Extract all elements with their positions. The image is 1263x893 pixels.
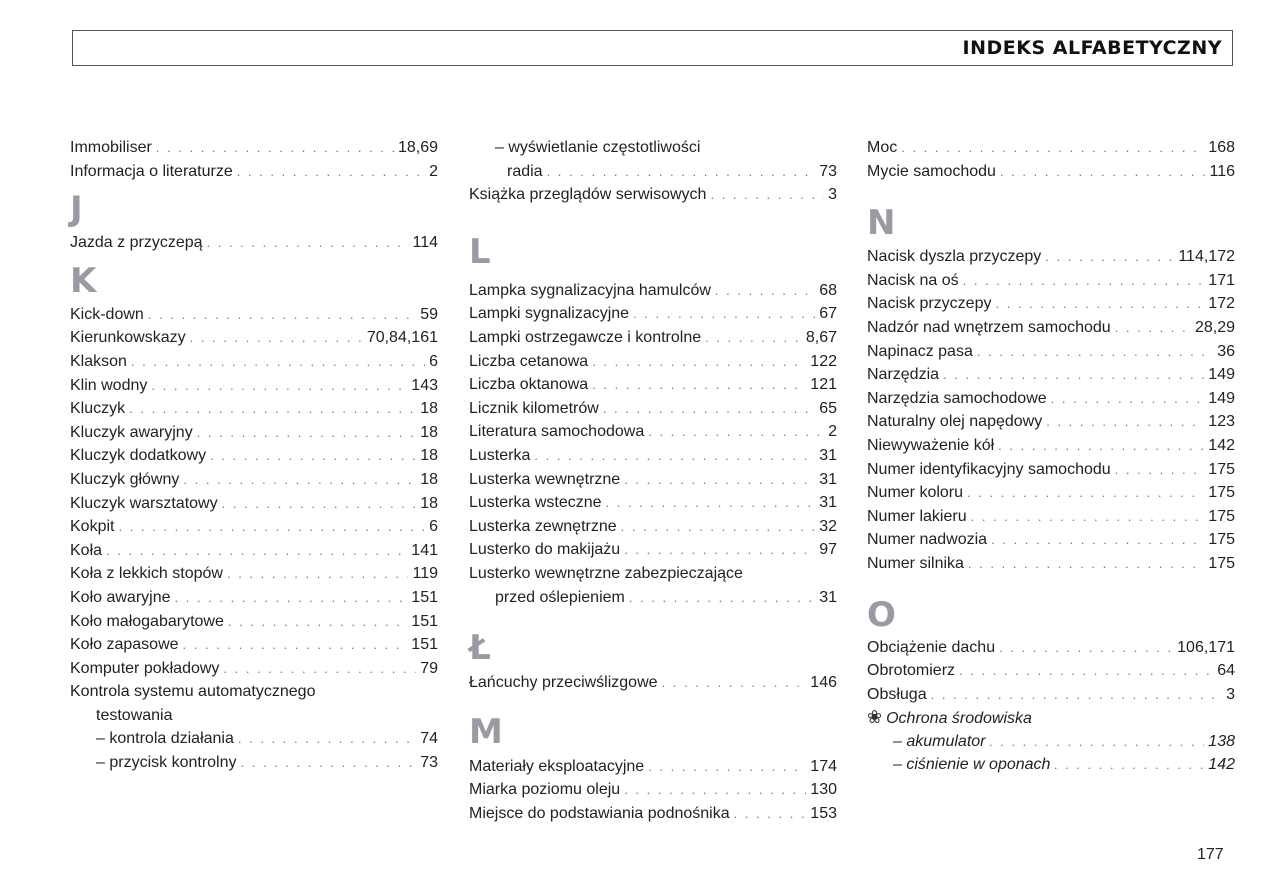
environment-flower-icon: ❀ bbox=[867, 707, 883, 728]
index-entry bbox=[70, 421, 438, 445]
entry-page: 73 bbox=[819, 162, 837, 180]
entry-label: Kick-down bbox=[70, 305, 144, 323]
leader-dots bbox=[118, 515, 425, 539]
leader-dots bbox=[606, 491, 816, 515]
index-subentry bbox=[867, 730, 1235, 754]
leader-dots bbox=[222, 492, 417, 516]
index-entry bbox=[70, 374, 438, 398]
leader-dots bbox=[624, 468, 815, 492]
index-entry bbox=[469, 802, 837, 826]
entry-page: 121 bbox=[810, 376, 837, 394]
entry-page: 149 bbox=[1208, 366, 1235, 384]
leader-dots bbox=[227, 562, 409, 586]
leader-dots bbox=[1115, 316, 1191, 340]
leader-dots bbox=[648, 755, 806, 779]
entry-label: Nacisk przyczepy bbox=[867, 295, 992, 313]
leader-dots bbox=[1000, 160, 1206, 184]
index-entry bbox=[469, 183, 837, 207]
index-entry bbox=[70, 468, 438, 492]
entry-label: Lampki sygnalizacyjne bbox=[469, 305, 630, 323]
entry-page: 151 bbox=[411, 636, 438, 654]
index-entry bbox=[70, 136, 438, 160]
index-entry bbox=[469, 397, 837, 421]
index-entry bbox=[70, 160, 438, 184]
index-entry bbox=[70, 350, 438, 374]
index-subentry bbox=[70, 727, 438, 751]
index-entry bbox=[469, 373, 837, 397]
entry-label: Ochrona środowiska bbox=[886, 710, 1032, 728]
entry-page: 18 bbox=[420, 400, 438, 418]
leader-dots bbox=[238, 727, 416, 751]
entry-label: Lusterko do makijażu bbox=[469, 541, 621, 559]
entry-label: – akumulator bbox=[893, 732, 986, 750]
entry-page: 31 bbox=[819, 494, 837, 512]
leader-dots bbox=[197, 421, 417, 445]
leader-dots bbox=[931, 683, 1223, 707]
entry-label: Komputer pokładowy bbox=[70, 659, 220, 677]
entry-page: 119 bbox=[412, 565, 438, 583]
entry-page: 153 bbox=[810, 804, 837, 822]
entry-label: Obsługa bbox=[867, 685, 927, 703]
entry-label: Narzędzia samochodowe bbox=[867, 389, 1047, 407]
entry-label: Kluczyk bbox=[70, 400, 126, 418]
leader-dots bbox=[1046, 410, 1204, 434]
index-subentry bbox=[70, 751, 438, 775]
entry-label: Koła bbox=[70, 541, 103, 559]
entry-page: 146 bbox=[810, 674, 837, 692]
entry-label: Łańcuchy przeciwślizgowe bbox=[469, 674, 658, 692]
entry-label: Obciążenie dachu bbox=[867, 638, 996, 656]
index-entry bbox=[469, 538, 837, 562]
section-letter: K bbox=[70, 260, 97, 301]
entry-label: radia bbox=[507, 162, 543, 180]
index-entry bbox=[70, 610, 438, 634]
entry-page: 3 bbox=[828, 186, 837, 204]
index-entry bbox=[70, 539, 438, 563]
entry-page: 67 bbox=[819, 305, 837, 323]
entry-label: Numer koloru bbox=[867, 484, 964, 502]
leader-dots bbox=[156, 136, 394, 160]
entry-page: 123 bbox=[1208, 413, 1235, 431]
leader-dots bbox=[998, 434, 1204, 458]
index-subentry-heading: – wyświetlanie częstotliwości bbox=[495, 139, 701, 156]
leader-dots bbox=[995, 292, 1204, 316]
leader-dots bbox=[190, 326, 363, 350]
entry-page: 32 bbox=[819, 517, 837, 535]
leader-dots bbox=[241, 751, 417, 775]
index-entry bbox=[867, 659, 1235, 683]
entry-page: 68 bbox=[819, 281, 837, 299]
index-entry bbox=[469, 468, 837, 492]
index-entry bbox=[469, 420, 837, 444]
entry-page: 36 bbox=[1217, 342, 1235, 360]
entry-page: 31 bbox=[819, 470, 837, 488]
index-entry bbox=[70, 515, 438, 539]
entry-page: 175 bbox=[1208, 460, 1235, 478]
entry-page: 174 bbox=[810, 757, 837, 775]
index-entry bbox=[867, 683, 1235, 707]
section-letter: Ł bbox=[469, 628, 491, 669]
leader-dots bbox=[624, 778, 806, 802]
entry-label: Miarka poziomu oleju bbox=[469, 781, 621, 799]
entry-page: 3 bbox=[1226, 685, 1235, 703]
leader-dots bbox=[629, 586, 815, 610]
index-entry bbox=[70, 657, 438, 681]
section-letter: J bbox=[70, 189, 83, 230]
index-entry bbox=[867, 160, 1235, 184]
leader-dots bbox=[547, 160, 816, 184]
entry-label: Koło małogabarytowe bbox=[70, 612, 224, 630]
leader-dots bbox=[1054, 753, 1204, 777]
entry-page: 59 bbox=[420, 305, 438, 323]
entry-label: Numer identyfikacyjny samochodu bbox=[867, 460, 1111, 478]
entry-page: 171 bbox=[1208, 271, 1235, 289]
leader-dots bbox=[106, 539, 407, 563]
leader-dots bbox=[901, 136, 1204, 160]
entry-label: Książka przeglądów serwisowych bbox=[469, 186, 707, 204]
entry-page: 175 bbox=[1208, 554, 1235, 572]
entry-label: Kokpit bbox=[70, 518, 115, 536]
leader-dots bbox=[131, 350, 425, 374]
leader-dots bbox=[967, 481, 1204, 505]
index-entry-heading bbox=[867, 706, 1235, 730]
index-subentry bbox=[867, 753, 1235, 777]
entry-label: Lampka sygnalizacyjna hamulców bbox=[469, 281, 711, 299]
index-column-3 bbox=[867, 136, 1235, 777]
index-entry bbox=[469, 444, 837, 468]
entry-page: 97 bbox=[819, 541, 837, 559]
entry-label: Obrotomierz bbox=[867, 662, 956, 680]
leader-dots bbox=[603, 397, 815, 421]
index-entry bbox=[867, 363, 1235, 387]
entry-label: Numer lakieru bbox=[867, 507, 967, 525]
index-entry bbox=[70, 562, 438, 586]
entry-page: 64 bbox=[1217, 662, 1235, 680]
leader-dots bbox=[592, 373, 806, 397]
entry-page: 172 bbox=[1208, 295, 1235, 313]
leader-dots bbox=[621, 515, 816, 539]
entry-label: Koło awaryjne bbox=[70, 588, 171, 606]
entry-label: Liczba cetanowa bbox=[469, 352, 589, 370]
index-entry bbox=[867, 269, 1235, 293]
entry-label: Naturalny olej napędowy bbox=[867, 413, 1043, 431]
entry-label: Materiały eksploatacyjne bbox=[469, 757, 645, 775]
entry-page: 116 bbox=[1209, 162, 1235, 180]
entry-page: 65 bbox=[819, 399, 837, 417]
entry-page: 114,172 bbox=[1178, 248, 1235, 266]
entry-label: Mycie samochodu bbox=[867, 162, 996, 180]
leader-dots bbox=[534, 444, 815, 468]
index-entry bbox=[469, 302, 837, 326]
index-entry bbox=[70, 326, 438, 350]
entry-label: Kluczyk awaryjny bbox=[70, 423, 193, 441]
entry-label: Klakson bbox=[70, 352, 127, 370]
leader-dots bbox=[648, 420, 824, 444]
leader-dots bbox=[223, 657, 416, 681]
section-letter: M bbox=[469, 711, 503, 752]
leader-dots bbox=[710, 183, 824, 207]
entry-label: Kierunkowskazy bbox=[70, 329, 186, 347]
entry-label: Narzędzia bbox=[867, 366, 940, 384]
entry-label: Klin wodny bbox=[70, 376, 148, 394]
entry-page: 151 bbox=[411, 612, 438, 630]
leader-dots bbox=[237, 160, 425, 184]
index-entry bbox=[70, 586, 438, 610]
entry-page: 79 bbox=[420, 659, 438, 677]
leader-dots bbox=[592, 350, 806, 374]
entry-label: Kluczyk dodatkowy bbox=[70, 447, 207, 465]
leader-dots bbox=[228, 610, 407, 634]
entry-label: Niewyważenie kół bbox=[867, 436, 995, 454]
index-entry bbox=[867, 387, 1235, 411]
entry-page: 151 bbox=[411, 588, 438, 606]
entry-page: 18,69 bbox=[397, 139, 438, 156]
leader-dots bbox=[210, 444, 416, 468]
leader-dots bbox=[990, 730, 1205, 754]
entry-page: 18 bbox=[420, 494, 438, 512]
index-entry-continuation bbox=[469, 586, 837, 610]
leader-dots bbox=[148, 303, 416, 327]
index-entry bbox=[867, 316, 1235, 340]
entry-page: 74 bbox=[420, 730, 438, 748]
leader-dots bbox=[624, 538, 815, 562]
index-entry-heading: Kontrola systemu automatycznego bbox=[70, 683, 316, 701]
entry-label: Moc bbox=[867, 139, 898, 156]
leader-dots bbox=[968, 552, 1204, 576]
leader-dots bbox=[963, 269, 1205, 293]
leader-dots bbox=[971, 505, 1205, 529]
leader-dots bbox=[705, 326, 802, 350]
index-entry bbox=[867, 481, 1235, 505]
entry-page: 138 bbox=[1208, 732, 1235, 750]
index-entry bbox=[867, 505, 1235, 529]
index-subentry bbox=[469, 160, 837, 184]
entry-page: 141 bbox=[411, 541, 438, 559]
index-entry bbox=[70, 397, 438, 421]
entry-label: Miejsce do podstawiania podnośnika bbox=[469, 804, 730, 822]
index-entry bbox=[867, 410, 1235, 434]
leader-dots bbox=[633, 302, 815, 326]
entry-page: 18 bbox=[420, 423, 438, 441]
entry-label: Lusterka bbox=[469, 446, 531, 464]
index-entry bbox=[867, 434, 1235, 458]
entry-label: Nadzór nad wnętrzem samochodu bbox=[867, 318, 1111, 336]
entry-page: 142 bbox=[1208, 756, 1235, 774]
index-entry-continuation: testowania bbox=[96, 706, 173, 724]
entry-label: – kontrola działania bbox=[96, 730, 234, 748]
entry-page: 6 bbox=[429, 518, 438, 536]
leader-dots bbox=[943, 363, 1204, 387]
header-box bbox=[72, 30, 1233, 66]
entry-label: Koło zapasowe bbox=[70, 636, 179, 654]
leader-dots bbox=[1051, 387, 1205, 411]
index-entry bbox=[469, 350, 837, 374]
leader-dots bbox=[151, 374, 407, 398]
entry-page: 106,171 bbox=[1177, 638, 1235, 656]
index-entry bbox=[70, 444, 438, 468]
entry-page: 130 bbox=[810, 781, 837, 799]
index-entry bbox=[867, 245, 1235, 269]
leader-dots bbox=[175, 586, 408, 610]
entry-label: Lusterka wsteczne bbox=[469, 494, 602, 512]
leader-dots bbox=[734, 802, 807, 826]
entry-label: – przycisk kontrolny bbox=[96, 754, 237, 772]
page-title: INDEKS ALFABETYCZNY bbox=[962, 37, 1222, 59]
index-entry bbox=[867, 136, 1235, 160]
index-entry bbox=[70, 633, 438, 657]
entry-label: Immobiliser bbox=[70, 139, 152, 156]
entry-page: 143 bbox=[411, 376, 438, 394]
index-entry bbox=[70, 492, 438, 516]
index-entry bbox=[867, 636, 1235, 660]
entry-page: 70,84,161 bbox=[366, 329, 438, 347]
index-column-1 bbox=[70, 136, 438, 775]
index-entry bbox=[867, 340, 1235, 364]
index-entry bbox=[70, 231, 438, 255]
index-entry bbox=[469, 755, 837, 779]
section-letter: N bbox=[867, 203, 896, 244]
entry-label: Nacisk dyszla przyczepy bbox=[867, 248, 1042, 266]
leader-dots bbox=[999, 636, 1173, 660]
entry-label: Jazda z przyczepą bbox=[70, 234, 203, 252]
entry-page: 73 bbox=[420, 754, 438, 772]
entry-label: Lampki ostrzegawcze i kontrolne bbox=[469, 328, 702, 346]
entry-page: 31 bbox=[819, 446, 837, 464]
index-entry bbox=[867, 552, 1235, 576]
entry-page: 2 bbox=[429, 162, 438, 180]
entry-page: 8,67 bbox=[805, 328, 837, 346]
index-entry bbox=[469, 491, 837, 515]
leader-dots bbox=[183, 633, 408, 657]
index-entry bbox=[70, 303, 438, 327]
entry-page: 18 bbox=[420, 447, 438, 465]
index-entry bbox=[867, 458, 1235, 482]
entry-label: Kluczyk warsztatowy bbox=[70, 494, 218, 512]
entry-page: 175 bbox=[1208, 531, 1235, 549]
leader-dots bbox=[1045, 245, 1174, 269]
entry-page: 114 bbox=[412, 234, 438, 252]
entry-label: Literatura samochodowa bbox=[469, 423, 645, 441]
entry-label: Liczba oktanowa bbox=[469, 376, 589, 394]
leader-dots bbox=[959, 659, 1213, 683]
entry-page: 142 bbox=[1208, 436, 1235, 454]
index-column-2 bbox=[469, 136, 837, 825]
leader-dots bbox=[183, 468, 416, 492]
entry-label: Napinacz pasa bbox=[867, 342, 973, 360]
entry-label: Lusterka wewnętrzne bbox=[469, 470, 621, 488]
index-entry bbox=[469, 515, 837, 539]
entry-page: 175 bbox=[1208, 507, 1235, 525]
index-entry bbox=[469, 279, 837, 303]
entry-label: – ciśnienie w oponach bbox=[893, 756, 1051, 774]
section-letter: L bbox=[469, 231, 491, 272]
entry-page: 2 bbox=[828, 423, 837, 441]
entry-label: Informacja o literaturze bbox=[70, 162, 233, 180]
page-number: 177 bbox=[1197, 846, 1224, 863]
entry-label: przed oślepieniem bbox=[495, 588, 625, 606]
entry-label: Kluczyk główny bbox=[70, 470, 180, 488]
leader-dots bbox=[977, 340, 1213, 364]
index-entry bbox=[867, 292, 1235, 316]
entry-label: Koła z lekkich stopów bbox=[70, 565, 223, 583]
entry-page: 168 bbox=[1208, 139, 1235, 156]
entry-page: 149 bbox=[1208, 389, 1235, 407]
index-entry bbox=[867, 528, 1235, 552]
entry-page: 28,29 bbox=[1194, 318, 1235, 336]
entry-label: Licznik kilometrów bbox=[469, 399, 599, 417]
entry-page: 18 bbox=[420, 470, 438, 488]
index-entry bbox=[469, 326, 837, 350]
entry-label: Lusterka zewnętrzne bbox=[469, 517, 617, 535]
entry-page: 122 bbox=[810, 352, 837, 370]
index-entry bbox=[469, 671, 837, 695]
index-entry bbox=[469, 778, 837, 802]
entry-page: 6 bbox=[429, 352, 438, 370]
entry-page: 175 bbox=[1208, 484, 1235, 502]
entry-label: Numer silnika bbox=[867, 554, 964, 572]
entry-label: Numer nadwozia bbox=[867, 531, 988, 549]
leader-dots bbox=[1115, 458, 1205, 482]
entry-label: Nacisk na oś bbox=[867, 271, 959, 289]
leader-dots bbox=[715, 279, 815, 303]
entry-page: 31 bbox=[819, 588, 837, 606]
index-entry-heading: Lusterko wewnętrzne zabezpieczające bbox=[469, 564, 743, 582]
leader-dots bbox=[662, 671, 807, 695]
section-letter: O bbox=[867, 594, 896, 635]
leader-dots bbox=[129, 397, 416, 421]
leader-dots bbox=[991, 528, 1204, 552]
leader-dots bbox=[207, 231, 409, 255]
